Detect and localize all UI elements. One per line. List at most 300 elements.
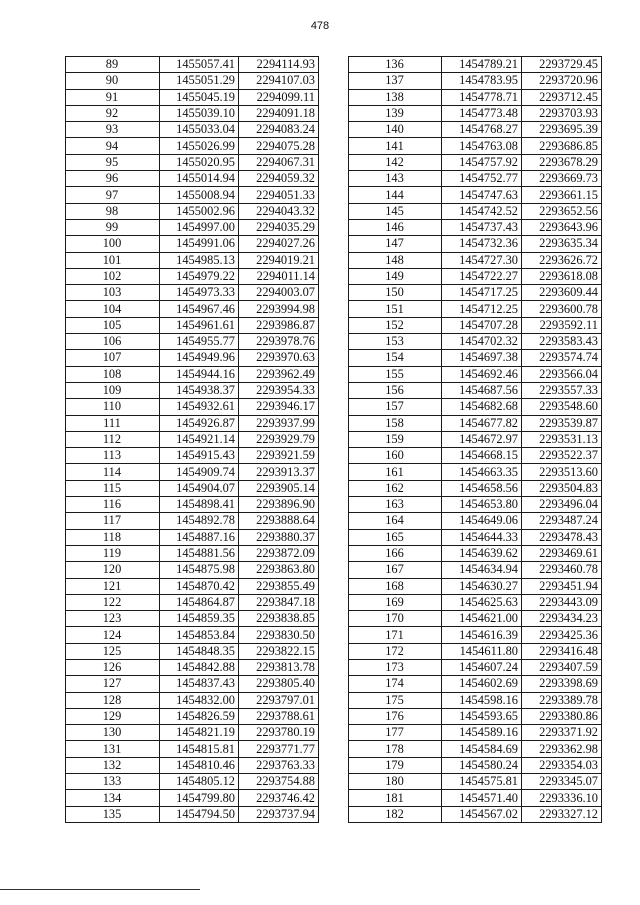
point-number-cell: 129 [66, 708, 160, 724]
point-number-cell: 118 [66, 529, 160, 545]
table-row [66, 415, 319, 431]
y-coordinate-cell: 2293737.94 [239, 806, 319, 822]
table-row [66, 464, 319, 480]
point-number-cell: 125 [66, 643, 160, 659]
y-coordinate-cell: 2294091.18 [239, 105, 319, 121]
point-number-cell: 123 [66, 611, 160, 627]
point-number-cell: 111 [66, 415, 160, 431]
point-number-cell: 99 [66, 219, 160, 235]
table-row [66, 350, 319, 366]
table-row [349, 154, 602, 170]
table-row [349, 790, 602, 806]
point-number-cell: 110 [66, 399, 160, 415]
table-row [349, 659, 602, 675]
point-number-cell: 100 [66, 236, 160, 252]
point-number-cell: 90 [66, 73, 160, 89]
point-number-cell: 107 [66, 350, 160, 366]
point-number-cell: 117 [66, 513, 160, 529]
y-coordinate-cell: 2293635.34 [522, 236, 602, 252]
table-row [349, 774, 602, 790]
y-coordinate-cell: 2293746.42 [239, 790, 319, 806]
point-number-cell: 153 [349, 334, 442, 350]
y-coordinate-cell: 2293678.29 [522, 154, 602, 170]
y-coordinate-cell: 2293970.63 [239, 350, 319, 366]
table-row [349, 741, 602, 757]
point-number-cell: 152 [349, 317, 442, 333]
y-coordinate-cell: 2294114.93 [239, 57, 319, 73]
x-coordinate-cell: 1454593.65 [442, 708, 522, 724]
x-coordinate-cell: 1455045.19 [160, 89, 239, 105]
table-row [66, 725, 319, 741]
table-row [66, 611, 319, 627]
table-row [349, 806, 602, 822]
y-coordinate-cell: 2293686.85 [522, 138, 602, 154]
x-coordinate-cell: 1454955.77 [160, 334, 239, 350]
point-number-cell: 145 [349, 203, 442, 219]
y-coordinate-cell: 2294043.32 [239, 203, 319, 219]
x-coordinate-cell: 1454589.16 [442, 725, 522, 741]
x-coordinate-cell: 1455008.94 [160, 187, 239, 203]
table-row [349, 350, 602, 366]
y-coordinate-cell: 2293986.87 [239, 317, 319, 333]
table-row [66, 366, 319, 382]
table-row [66, 545, 319, 561]
point-number-cell: 142 [349, 154, 442, 170]
table-row [66, 89, 319, 105]
table-row [66, 757, 319, 773]
x-coordinate-cell: 1454687.56 [442, 382, 522, 398]
x-coordinate-cell: 1454870.42 [160, 578, 239, 594]
table-row [66, 431, 319, 447]
table-row [66, 806, 319, 822]
point-number-cell: 102 [66, 268, 160, 284]
x-coordinate-cell: 1454621.00 [442, 611, 522, 627]
table-row [66, 382, 319, 398]
table-row [349, 73, 602, 89]
x-coordinate-cell: 1454853.84 [160, 627, 239, 643]
point-number-cell: 130 [66, 725, 160, 741]
table-row [66, 105, 319, 121]
y-coordinate-cell: 2293618.08 [522, 268, 602, 284]
table-row [349, 513, 602, 529]
x-coordinate-cell: 1454707.28 [442, 317, 522, 333]
x-coordinate-cell: 1454717.25 [442, 285, 522, 301]
table-row [349, 708, 602, 724]
point-number-cell: 113 [66, 448, 160, 464]
y-coordinate-cell: 2293652.56 [522, 203, 602, 219]
table-row [66, 187, 319, 203]
y-coordinate-cell: 2293929.79 [239, 431, 319, 447]
y-coordinate-cell: 2293371.92 [522, 725, 602, 741]
table-row [66, 448, 319, 464]
table-row [66, 285, 319, 301]
y-coordinate-cell: 2293669.73 [522, 171, 602, 187]
y-coordinate-cell: 2293460.78 [522, 562, 602, 578]
x-coordinate-cell: 1454668.15 [442, 448, 522, 464]
point-number-cell: 159 [349, 431, 442, 447]
x-coordinate-cell: 1454658.56 [442, 480, 522, 496]
table-row [349, 692, 602, 708]
point-number-cell: 147 [349, 236, 442, 252]
table-row [349, 431, 602, 447]
table-row [349, 627, 602, 643]
x-coordinate-cell: 1454985.13 [160, 252, 239, 268]
point-number-cell: 115 [66, 480, 160, 496]
table-row [349, 334, 602, 350]
table-row [349, 578, 602, 594]
table-row [349, 562, 602, 578]
point-number-cell: 101 [66, 252, 160, 268]
x-coordinate-cell: 1455057.41 [160, 57, 239, 73]
table-row [349, 301, 602, 317]
y-coordinate-cell: 2294107.03 [239, 73, 319, 89]
point-number-cell: 169 [349, 594, 442, 610]
table-row [66, 790, 319, 806]
table-row [66, 480, 319, 496]
x-coordinate-cell: 1454837.43 [160, 676, 239, 692]
x-coordinate-cell: 1454611.80 [442, 643, 522, 659]
x-coordinate-cell: 1454778.71 [442, 89, 522, 105]
y-coordinate-cell: 2293469.61 [522, 545, 602, 561]
y-coordinate-cell: 2293434.23 [522, 611, 602, 627]
x-coordinate-cell: 1454921.14 [160, 431, 239, 447]
x-coordinate-cell: 1454932.61 [160, 399, 239, 415]
point-number-cell: 175 [349, 692, 442, 708]
y-coordinate-cell: 2293626.72 [522, 252, 602, 268]
y-coordinate-cell: 2293416.48 [522, 643, 602, 659]
y-coordinate-cell: 2293513.60 [522, 464, 602, 480]
y-coordinate-cell: 2293880.37 [239, 529, 319, 545]
y-coordinate-cell: 2293905.14 [239, 480, 319, 496]
table-row [66, 774, 319, 790]
x-coordinate-cell: 1454909.74 [160, 464, 239, 480]
table-row [349, 757, 602, 773]
table-row [349, 89, 602, 105]
x-coordinate-cell: 1454768.27 [442, 122, 522, 138]
table-row [349, 643, 602, 659]
point-number-cell: 97 [66, 187, 160, 203]
table-row [66, 252, 319, 268]
table-row [349, 252, 602, 268]
x-coordinate-cell: 1454727.30 [442, 252, 522, 268]
y-coordinate-cell: 2293863.80 [239, 562, 319, 578]
x-coordinate-cell: 1454991.06 [160, 236, 239, 252]
y-coordinate-cell: 2293855.49 [239, 578, 319, 594]
table-row [66, 594, 319, 610]
y-coordinate-cell: 2293695.39 [522, 122, 602, 138]
y-coordinate-cell: 2293574.74 [522, 350, 602, 366]
x-coordinate-cell: 1454649.06 [442, 513, 522, 529]
y-coordinate-cell: 2294035.29 [239, 219, 319, 235]
x-coordinate-cell: 1455002.96 [160, 203, 239, 219]
point-number-cell: 165 [349, 529, 442, 545]
y-coordinate-cell: 2293451.94 [522, 578, 602, 594]
point-number-cell: 171 [349, 627, 442, 643]
y-coordinate-cell: 2293788.61 [239, 708, 319, 724]
point-number-cell: 151 [349, 301, 442, 317]
table-row [349, 285, 602, 301]
point-number-cell: 161 [349, 464, 442, 480]
point-number-cell: 158 [349, 415, 442, 431]
table-row [66, 73, 319, 89]
point-number-cell: 162 [349, 480, 442, 496]
table-row [66, 268, 319, 284]
point-number-cell: 116 [66, 497, 160, 513]
y-coordinate-cell: 2293487.24 [522, 513, 602, 529]
point-number-cell: 94 [66, 138, 160, 154]
x-coordinate-cell: 1454763.08 [442, 138, 522, 154]
y-coordinate-cell: 2293805.40 [239, 676, 319, 692]
table-row [349, 382, 602, 398]
x-coordinate-cell: 1454810.46 [160, 757, 239, 773]
y-coordinate-cell: 2293592.11 [522, 317, 602, 333]
table-row [66, 676, 319, 692]
table-row [66, 154, 319, 170]
table-row [349, 171, 602, 187]
x-coordinate-cell: 1454757.92 [442, 154, 522, 170]
y-coordinate-cell: 2293913.37 [239, 464, 319, 480]
point-number-cell: 168 [349, 578, 442, 594]
table-row [349, 219, 602, 235]
table-row [66, 301, 319, 317]
point-number-cell: 104 [66, 301, 160, 317]
table-row [66, 562, 319, 578]
x-coordinate-cell: 1454773.48 [442, 105, 522, 121]
x-coordinate-cell: 1454634.94 [442, 562, 522, 578]
x-coordinate-cell: 1454832.00 [160, 692, 239, 708]
x-coordinate-cell: 1454653.80 [442, 497, 522, 513]
x-coordinate-cell: 1454616.39 [442, 627, 522, 643]
table-row [349, 676, 602, 692]
point-number-cell: 133 [66, 774, 160, 790]
point-number-cell: 172 [349, 643, 442, 659]
coordinates-table-right [348, 56, 602, 823]
x-coordinate-cell: 1454677.82 [442, 415, 522, 431]
y-coordinate-cell: 2293729.45 [522, 57, 602, 73]
point-number-cell: 132 [66, 757, 160, 773]
table-row [66, 529, 319, 545]
y-coordinate-cell: 2293336.10 [522, 790, 602, 806]
table-row [349, 105, 602, 121]
point-number-cell: 93 [66, 122, 160, 138]
table-row [349, 236, 602, 252]
coordinates-table-left-body [66, 57, 319, 823]
coordinates-table-right-body [349, 57, 602, 823]
table-row [66, 741, 319, 757]
point-number-cell: 122 [66, 594, 160, 610]
x-coordinate-cell: 1455033.04 [160, 122, 239, 138]
y-coordinate-cell: 2293822.15 [239, 643, 319, 659]
y-coordinate-cell: 2293531.13 [522, 431, 602, 447]
y-coordinate-cell: 2293946.17 [239, 399, 319, 415]
point-number-cell: 112 [66, 431, 160, 447]
point-number-cell: 89 [66, 57, 160, 73]
x-coordinate-cell: 1454949.96 [160, 350, 239, 366]
y-coordinate-cell: 2294059.32 [239, 171, 319, 187]
table-row [66, 399, 319, 415]
y-coordinate-cell: 2293609.44 [522, 285, 602, 301]
y-coordinate-cell: 2293354.03 [522, 757, 602, 773]
point-number-cell: 181 [349, 790, 442, 806]
x-coordinate-cell: 1454783.95 [442, 73, 522, 89]
y-coordinate-cell: 2293978.76 [239, 334, 319, 350]
x-coordinate-cell: 1454575.81 [442, 774, 522, 790]
y-coordinate-cell: 2293937.99 [239, 415, 319, 431]
y-coordinate-cell: 2294099.11 [239, 89, 319, 105]
y-coordinate-cell: 2293643.96 [522, 219, 602, 235]
y-coordinate-cell: 2293872.09 [239, 545, 319, 561]
x-coordinate-cell: 1454737.43 [442, 219, 522, 235]
x-coordinate-cell: 1454697.38 [442, 350, 522, 366]
y-coordinate-cell: 2293830.50 [239, 627, 319, 643]
table-row [66, 334, 319, 350]
point-number-cell: 182 [349, 806, 442, 822]
x-coordinate-cell: 1455020.95 [160, 154, 239, 170]
x-coordinate-cell: 1454859.35 [160, 611, 239, 627]
x-coordinate-cell: 1454881.56 [160, 545, 239, 561]
y-coordinate-cell: 2293797.01 [239, 692, 319, 708]
x-coordinate-cell: 1454602.69 [442, 676, 522, 692]
x-coordinate-cell: 1454826.59 [160, 708, 239, 724]
point-number-cell: 128 [66, 692, 160, 708]
point-number-cell: 126 [66, 659, 160, 675]
x-coordinate-cell: 1455014.94 [160, 171, 239, 187]
point-number-cell: 137 [349, 73, 442, 89]
x-coordinate-cell: 1454967.46 [160, 301, 239, 317]
table-row [349, 448, 602, 464]
point-number-cell: 177 [349, 725, 442, 741]
point-number-cell: 108 [66, 366, 160, 382]
x-coordinate-cell: 1454892.78 [160, 513, 239, 529]
x-coordinate-cell: 1454973.33 [160, 285, 239, 301]
x-coordinate-cell: 1454722.27 [442, 268, 522, 284]
x-coordinate-cell: 1454580.24 [442, 757, 522, 773]
point-number-cell: 119 [66, 545, 160, 561]
point-number-cell: 156 [349, 382, 442, 398]
x-coordinate-cell: 1454875.98 [160, 562, 239, 578]
x-coordinate-cell: 1454821.19 [160, 725, 239, 741]
y-coordinate-cell: 2293661.15 [522, 187, 602, 203]
x-coordinate-cell: 1455051.29 [160, 73, 239, 89]
x-coordinate-cell: 1454848.35 [160, 643, 239, 659]
coordinates-table-left [65, 56, 319, 823]
x-coordinate-cell: 1454567.02 [442, 806, 522, 822]
point-number-cell: 138 [349, 89, 442, 105]
point-number-cell: 127 [66, 676, 160, 692]
table-row [349, 187, 602, 203]
table-row [66, 236, 319, 252]
table-row [349, 317, 602, 333]
y-coordinate-cell: 2293994.98 [239, 301, 319, 317]
point-number-cell: 131 [66, 741, 160, 757]
table-row [349, 268, 602, 284]
table-row [66, 643, 319, 659]
point-number-cell: 105 [66, 317, 160, 333]
table-row [349, 57, 602, 73]
table-row [66, 692, 319, 708]
y-coordinate-cell: 2294027.26 [239, 236, 319, 252]
y-coordinate-cell: 2293888.64 [239, 513, 319, 529]
table-row [66, 497, 319, 513]
x-coordinate-cell: 1454944.16 [160, 366, 239, 382]
point-number-cell: 179 [349, 757, 442, 773]
point-number-cell: 136 [349, 57, 442, 73]
point-number-cell: 134 [66, 790, 160, 806]
x-coordinate-cell: 1454712.25 [442, 301, 522, 317]
x-coordinate-cell: 1455039.10 [160, 105, 239, 121]
y-coordinate-cell: 2293389.78 [522, 692, 602, 708]
x-coordinate-cell: 1454815.81 [160, 741, 239, 757]
point-number-cell: 150 [349, 285, 442, 301]
y-coordinate-cell: 2293583.43 [522, 334, 602, 350]
table-row [66, 317, 319, 333]
table-row [66, 138, 319, 154]
y-coordinate-cell: 2293504.83 [522, 480, 602, 496]
x-coordinate-cell: 1454639.62 [442, 545, 522, 561]
y-coordinate-cell: 2294019.21 [239, 252, 319, 268]
table-row [349, 138, 602, 154]
y-coordinate-cell: 2293896.90 [239, 497, 319, 513]
y-coordinate-cell: 2293443.09 [522, 594, 602, 610]
x-coordinate-cell: 1454747.63 [442, 187, 522, 203]
y-coordinate-cell: 2293962.49 [239, 366, 319, 382]
y-coordinate-cell: 2293954.33 [239, 382, 319, 398]
table-row [349, 611, 602, 627]
point-number-cell: 140 [349, 122, 442, 138]
x-coordinate-cell: 1454789.21 [442, 57, 522, 73]
point-number-cell: 141 [349, 138, 442, 154]
x-coordinate-cell: 1454961.61 [160, 317, 239, 333]
point-number-cell: 114 [66, 464, 160, 480]
x-coordinate-cell: 1454898.41 [160, 497, 239, 513]
x-coordinate-cell: 1455026.99 [160, 138, 239, 154]
y-coordinate-cell: 2294051.33 [239, 187, 319, 203]
x-coordinate-cell: 1454702.32 [442, 334, 522, 350]
table-row [349, 203, 602, 219]
table-row [349, 545, 602, 561]
table-row [66, 578, 319, 594]
x-coordinate-cell: 1454799.80 [160, 790, 239, 806]
point-number-cell: 91 [66, 89, 160, 105]
point-number-cell: 149 [349, 268, 442, 284]
y-coordinate-cell: 2293398.69 [522, 676, 602, 692]
y-coordinate-cell: 2293780.19 [239, 725, 319, 741]
point-number-cell: 148 [349, 252, 442, 268]
table-row [66, 171, 319, 187]
point-number-cell: 124 [66, 627, 160, 643]
y-coordinate-cell: 2293754.88 [239, 774, 319, 790]
y-coordinate-cell: 2293600.78 [522, 301, 602, 317]
y-coordinate-cell: 2293496.04 [522, 497, 602, 513]
point-number-cell: 163 [349, 497, 442, 513]
point-number-cell: 103 [66, 285, 160, 301]
table-row [349, 594, 602, 610]
point-number-cell: 139 [349, 105, 442, 121]
table-row [66, 627, 319, 643]
point-number-cell: 144 [349, 187, 442, 203]
y-coordinate-cell: 2293763.33 [239, 757, 319, 773]
footnote-separator [0, 889, 200, 890]
x-coordinate-cell: 1454915.43 [160, 448, 239, 464]
y-coordinate-cell: 2293327.12 [522, 806, 602, 822]
point-number-cell: 96 [66, 171, 160, 187]
point-number-cell: 176 [349, 708, 442, 724]
table-row [66, 57, 319, 73]
y-coordinate-cell: 2293813.78 [239, 659, 319, 675]
x-coordinate-cell: 1454979.22 [160, 268, 239, 284]
y-coordinate-cell: 2293539.87 [522, 415, 602, 431]
point-number-cell: 157 [349, 399, 442, 415]
